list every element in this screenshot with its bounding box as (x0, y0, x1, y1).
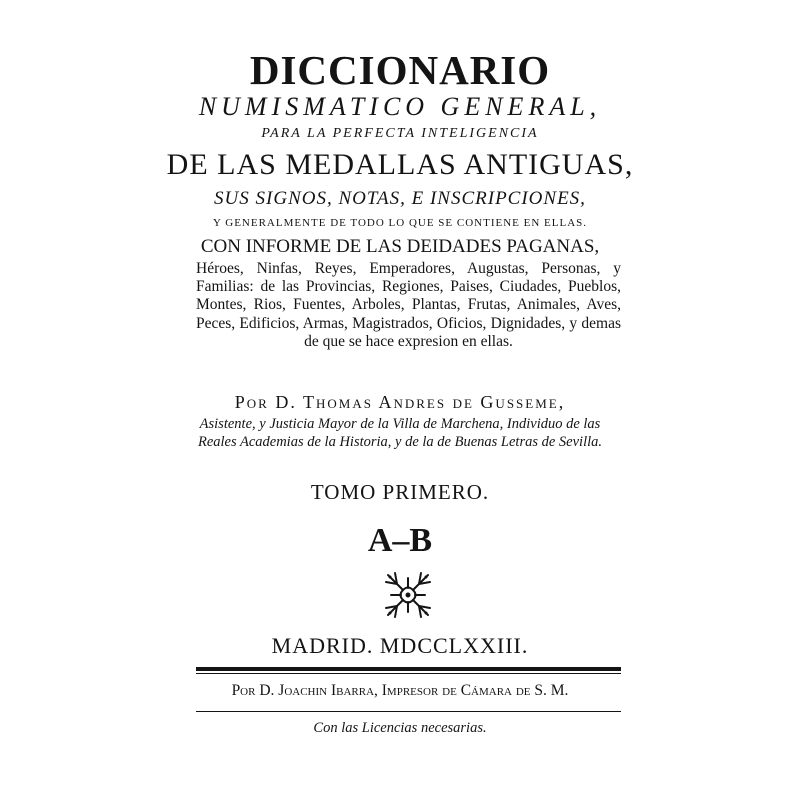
volume-range: A–B (367, 522, 433, 559)
volume-tomo: TOMO PRIMERO. (310, 480, 490, 504)
subtitle-generalmente: Y GENERALMENTE DE TODO LO QUE SE CONTIENE EN ELLAS. (212, 217, 588, 229)
author-titles: Asistente, y Justicia Mayor de la Villa de Marchena, Individuo de las Reales Academias de la Historia, y de la de Buenas Letras de Sevilla. (197, 416, 603, 450)
divider-thin (196, 673, 621, 674)
subtitle-perfecta: PARA LA PERFECTA INTELIGENCIA (261, 126, 539, 141)
book-title: DICCIONARIO (249, 47, 551, 93)
description-body: Héroes, Ninfas, Reyes, Emperadores, Augustas, Personas, y Familias: de las Provincias, Regiones, Paises, Ciudades, Pueblos, Montes, Rios, Fuentes, Arboles, Plantas, Frutas, Animales, Aves, Peces, Edificios, Armas, Magistrados, Oficios, Dignidades, y demas de que se hace expresion en ellas. (196, 260, 621, 350)
description-heading: CON INFORME DE LAS DEIDADES PAGANAS, (200, 236, 600, 257)
author-name: Por D. Thomas Andres de Gusseme, (234, 392, 566, 412)
imprint-place-date: MADRID. MDCCLXXIII. (271, 633, 529, 658)
subtitle-medallas: DE LAS MEDALLAS ANTIGUAS, (166, 148, 634, 181)
imprint-license: Con las Licencias necesarias. (313, 720, 487, 736)
subtitle-numismatico: NUMISMATICO GENERAL, (198, 92, 602, 121)
floral-ornament-icon (383, 570, 433, 620)
divider-thin-lower (196, 711, 621, 712)
divider-thick (196, 667, 621, 671)
subtitle-signos: SUS SIGNOS, NOTAS, E INSCRIPCIONES, (214, 188, 586, 209)
imprint-printer: Por D. Joachin Ibarra, Impresor de Cámara de S. M. (231, 682, 569, 699)
